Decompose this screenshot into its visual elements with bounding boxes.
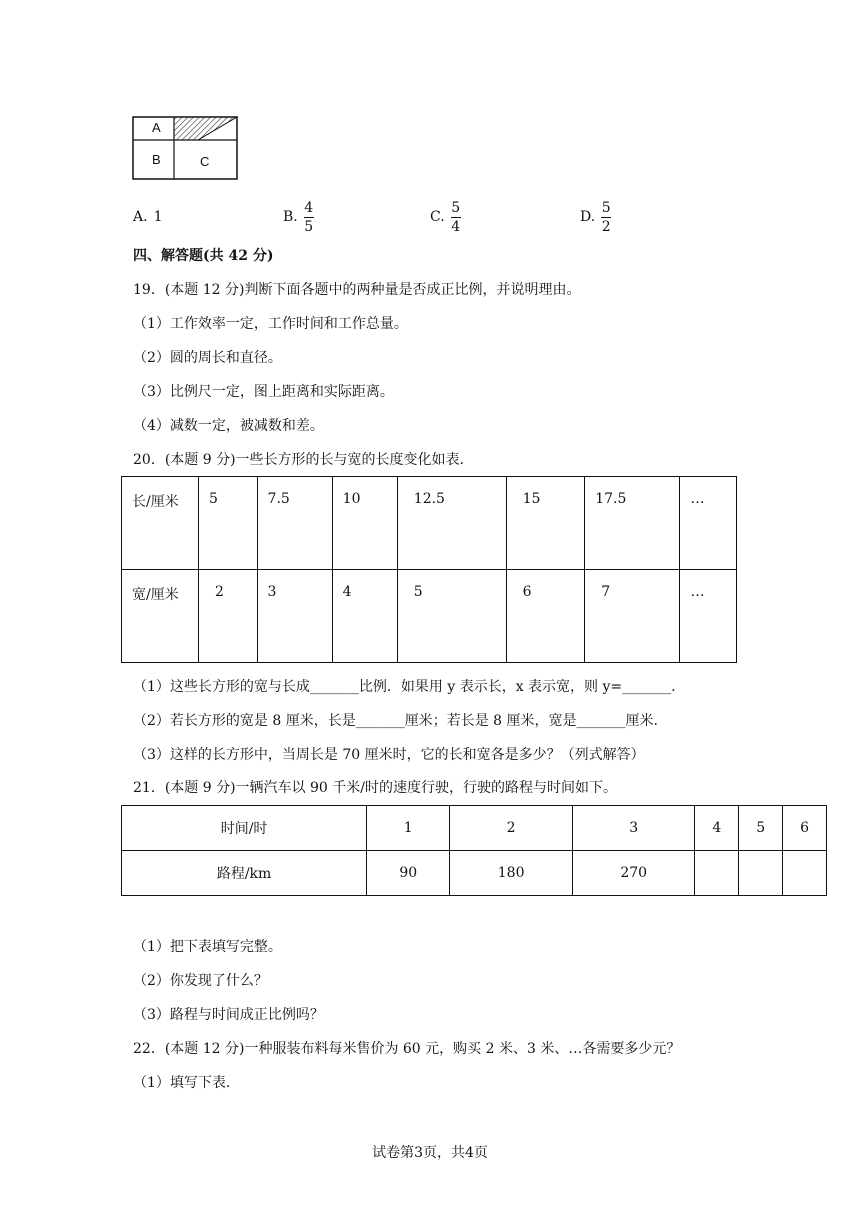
table-row xyxy=(122,851,827,896)
table-cell: 10 xyxy=(332,477,397,570)
fraction xyxy=(304,200,314,235)
table-cell: 2 xyxy=(450,806,573,851)
table-row xyxy=(122,570,737,663)
table-cell: 5 xyxy=(739,806,783,851)
table-cell: 2 xyxy=(199,570,258,663)
choice-d xyxy=(580,197,611,237)
choice-a xyxy=(133,197,162,237)
table-cell: 4 xyxy=(695,806,739,851)
table-cell: 路程/km xyxy=(122,851,367,896)
table-cell xyxy=(783,851,827,896)
choice-value: 1 xyxy=(153,209,163,225)
numerator: 4 xyxy=(304,199,314,216)
table-row xyxy=(122,477,737,570)
choice-letter: D. xyxy=(580,209,596,225)
choice-c xyxy=(430,197,461,237)
q19-title: 19．(本题 12 分)判断下面各题中的两种量是否成正比例，并说明理由。 xyxy=(133,282,581,298)
q21-item-3: （3）路程与时间成正比例吗？ xyxy=(133,1007,324,1023)
table-cell: 12.5 xyxy=(397,477,506,570)
q20-item-1: （1）这些长方形的宽与长成_______比例．如果用 y 表示长，x 表示宽，则 y=_______. xyxy=(133,679,676,695)
table-cell: 180 xyxy=(450,851,573,896)
q20-title: 20．(本题 9 分)一些长方形的长与宽的长度变化如表. xyxy=(133,452,464,468)
table-cell: 17.5 xyxy=(585,477,680,570)
label-c: C xyxy=(200,154,210,169)
label-b: B xyxy=(152,152,161,167)
table-cell: 时间/时 xyxy=(122,806,367,851)
choice-letter: C. xyxy=(430,209,445,225)
denominator: 2 xyxy=(601,218,611,235)
q21-table xyxy=(121,805,827,896)
q19-item-1: （1）工作效率一定，工作时间和工作总量。 xyxy=(133,316,408,332)
fraction xyxy=(451,200,461,235)
table-cell: 15 xyxy=(506,477,585,570)
q21-item-1: （1）把下表填写完整。 xyxy=(133,939,282,955)
table-cell xyxy=(739,851,783,896)
q21-item-2: （2）你发现了什么？ xyxy=(133,973,268,989)
q22-item-1: （1）填写下表. xyxy=(133,1075,231,1091)
section-title: 四、解答题(共 42 分) xyxy=(133,248,274,264)
label-a: A xyxy=(152,120,161,135)
table-cell: 6 xyxy=(506,570,585,663)
table-cell: … xyxy=(680,477,737,570)
choice-letter: B. xyxy=(283,209,298,225)
table-cell: 270 xyxy=(572,851,695,896)
fraction xyxy=(601,200,611,235)
table-cell: 7.5 xyxy=(257,477,332,570)
table-cell: 90 xyxy=(367,851,450,896)
q20-item-2: （2）若长方形的宽是 8 厘米，长是_______厘米；若长是 8 厘米，宽是_______厘米. xyxy=(133,713,658,729)
table-cell: 长/厘米 xyxy=(122,477,199,570)
q20-item-3: （3）这样的长方形中，当周长是 70 厘米时，它的长和宽各是多少？（列式解答） xyxy=(133,747,645,763)
q19-item-3: （3）比例尺一定，图上距离和实际距离。 xyxy=(133,384,394,400)
q19-item-4: （4）减数一定，被减数和差。 xyxy=(133,418,324,434)
page-footer: 试卷第3页，共4页 xyxy=(372,1145,488,1161)
table-cell: 5 xyxy=(199,477,258,570)
table-cell: 1 xyxy=(367,806,450,851)
denominator: 4 xyxy=(451,218,461,235)
numerator: 5 xyxy=(451,199,461,216)
table-row xyxy=(122,806,827,851)
table-cell: 6 xyxy=(783,806,827,851)
table-cell: 7 xyxy=(585,570,680,663)
q20-table xyxy=(121,476,737,663)
choice-b xyxy=(283,197,314,237)
table-cell: 3 xyxy=(572,806,695,851)
grid-figure-drawing xyxy=(132,116,238,180)
numerator: 5 xyxy=(601,199,611,216)
q19-item-2: （2）圆的周长和直径。 xyxy=(133,350,282,366)
table-cell: 3 xyxy=(257,570,332,663)
table-cell: 4 xyxy=(332,570,397,663)
q21-title: 21．(本题 9 分)一辆汽车以 90 千米/时的速度行驶，行驶的路程与时间如下。 xyxy=(133,780,617,796)
table-cell: 宽/厘米 xyxy=(122,570,199,663)
shaded-region xyxy=(174,117,237,140)
choice-letter: A. xyxy=(133,209,148,225)
denominator: 5 xyxy=(304,218,314,235)
q22-title: 22．(本题 12 分)一种服装布料每米售价为 60 元，购买 2 米、3 米、…各需要多少元？ xyxy=(133,1041,681,1057)
table-cell: … xyxy=(680,570,737,663)
table-cell: 5 xyxy=(397,570,506,663)
table-cell xyxy=(695,851,739,896)
grid-figure xyxy=(132,116,238,180)
